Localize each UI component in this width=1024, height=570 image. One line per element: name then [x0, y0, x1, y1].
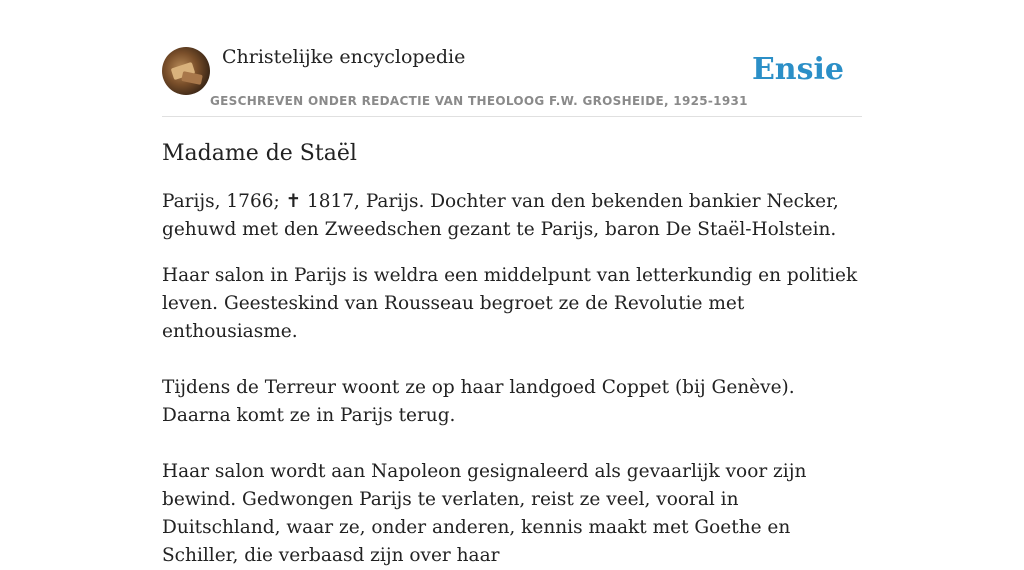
encyclopedia-subtitle: GESCHREVEN ONDER REDACTIE VAN THEOLOOG F.W. GROSHEIDE, 1925-1931	[210, 94, 748, 108]
article-body	[162, 262, 862, 570]
article-paragraph: Haar salon wordt aan Napoleon gesignaleerd als gevaarlijk voor zijn bewind. Gedwongen Parijs te verlaten, reist ze veel, vooral in Duitschland, waar ze, onder anderen, kennis maakt met Goethe en Schiller, die verbaasd zijn over haar	[162, 461, 807, 566]
article-paragraph: Tijdens de Terreur woont ze op haar landgoed Coppet (bij Genève). Daarna komt ze in Parijs terug.	[162, 377, 795, 426]
page	[162, 0, 862, 570]
article-intro: Parijs, 1766; ✝ 1817, Parijs. Dochter van den bekenden bankier Necker, gehuwd met den Zweedschen gezant te Parijs, baron De Staël-Holstein.	[162, 191, 839, 240]
article-title: Madame de Staël	[162, 141, 357, 166]
header	[162, 0, 862, 117]
encyclopedia-title[interactable]: Christelijke encyclopedie	[222, 46, 466, 68]
article-paragraph: Haar salon in Parijs is weldra een middelpunt van letterkundig en politiek leven. Geesteskind van Rousseau begroet ze de Revolutie met enthousiasme.	[162, 265, 858, 342]
avatar[interactable]	[162, 47, 210, 95]
book-icon-2	[181, 71, 203, 85]
ensie-logo-link[interactable]: Ensie	[751, 52, 844, 87]
